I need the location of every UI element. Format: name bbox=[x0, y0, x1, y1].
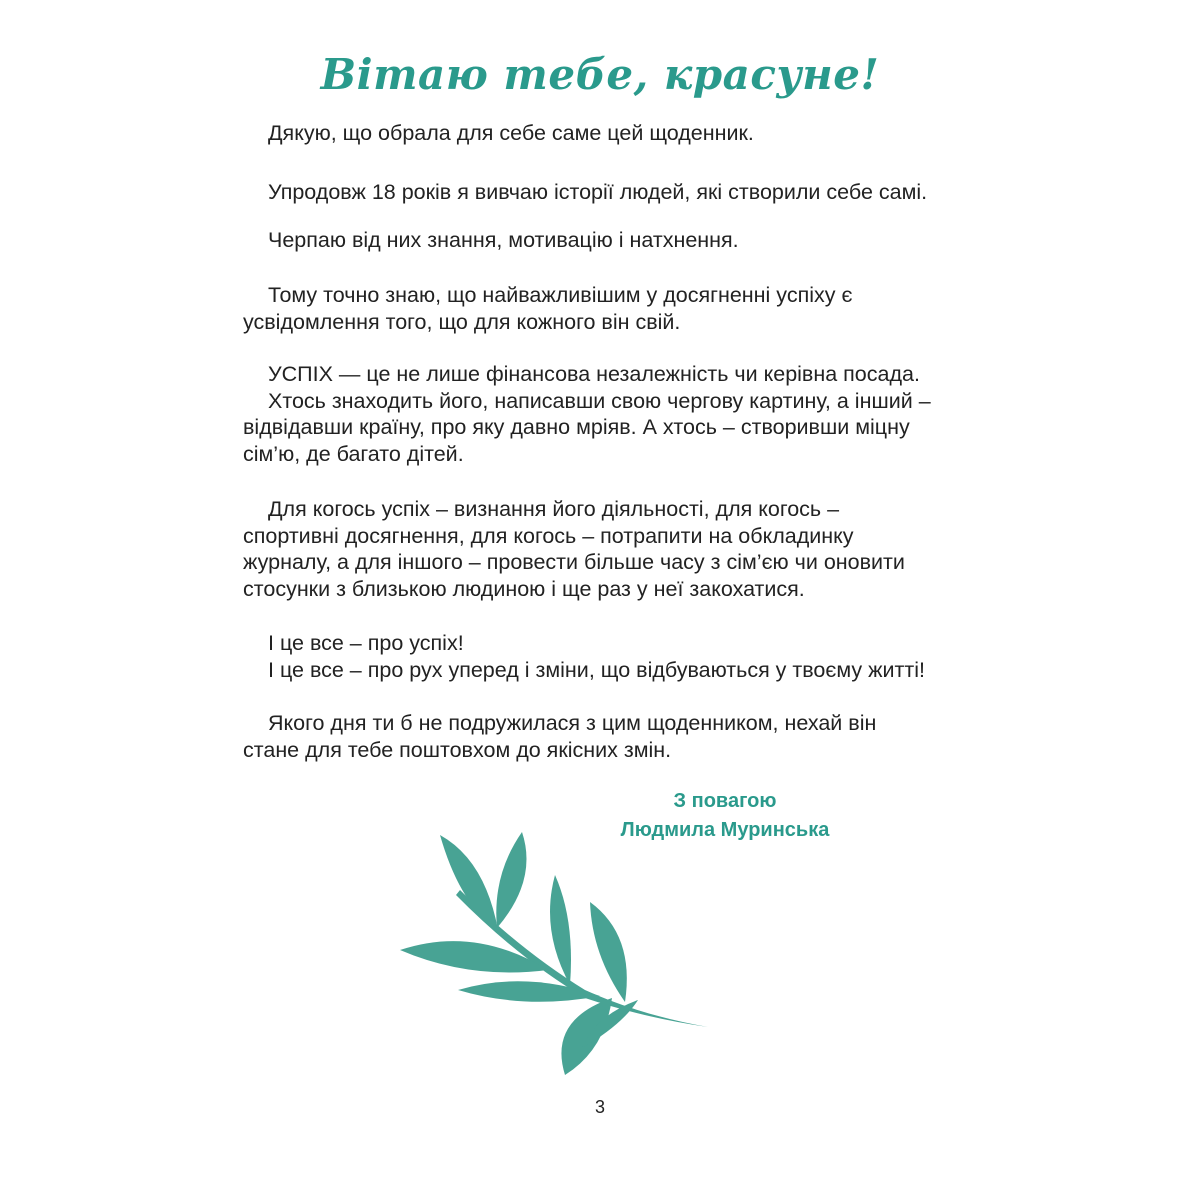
text-line: І це все – про рух уперед і зміни, що відбуваються у твоєму житті! bbox=[268, 657, 925, 682]
text-line: сім’ю, де багато дітей. bbox=[243, 441, 464, 466]
paragraph-closing bbox=[243, 710, 963, 763]
paragraph-knowledge bbox=[243, 282, 963, 335]
leaf-branch-icon bbox=[400, 820, 720, 1090]
text-line: Якого дня ти б не подружилася з цим щоденником, нехай він bbox=[268, 711, 877, 735]
paragraph-inspiration bbox=[243, 227, 963, 254]
text-line: відвідавши країну, про яку давно мріяв. А хтось – створивши міцну bbox=[243, 415, 910, 439]
text-line: Для когось успіх – визнання його діяльності, для когось – bbox=[268, 497, 840, 521]
leaf-branch-shapes bbox=[400, 832, 708, 1075]
text-line: Тому точно знаю, що найважливішим у досягненні успіху є bbox=[268, 283, 853, 307]
text-line: УСПІХ — це не лише фінансова незалежність чи керівна посада. bbox=[268, 362, 920, 386]
paragraph-gratitude bbox=[243, 120, 963, 147]
paragraph-success-examples bbox=[243, 496, 963, 602]
signature-author: Людмила Муринська bbox=[620, 819, 830, 841]
page-number: 3 bbox=[594, 1097, 605, 1117]
text-line: стане для тебе поштовхом до якісних змін. bbox=[243, 737, 672, 762]
text-line: І це все – про успіх! bbox=[268, 631, 464, 655]
text-line: Хтось знаходить його, написавши свою чергову картину, а інший – bbox=[268, 388, 931, 413]
page-title: Вітаю тебе, красуне! bbox=[320, 50, 880, 99]
paragraph-study bbox=[243, 179, 963, 206]
text-line: Черпаю від них знання, мотивацію і натхнення. bbox=[268, 228, 739, 252]
text-line: стосунки з близькою людиною і ще раз у неї закохатися. bbox=[243, 576, 805, 601]
text-line: усвідомлення того, що для кожного він свій. bbox=[243, 309, 681, 334]
text-line: журналу, а для іншого – провести більше часу з сім’єю чи оновити bbox=[243, 550, 905, 574]
text-line: Упродовж 18 років я вивчаю історії людей, які створили себе самі. bbox=[268, 180, 928, 204]
text-line: спортивні досягнення, для когось – потрапити на обкладинку bbox=[243, 523, 854, 548]
paragraph-success-definition bbox=[243, 361, 963, 467]
paragraph-about-success bbox=[243, 630, 963, 683]
text-line: Дякую, що обрала для себе саме цей щоденник. bbox=[268, 121, 754, 145]
signature-greeting: З повагою bbox=[673, 790, 777, 812]
